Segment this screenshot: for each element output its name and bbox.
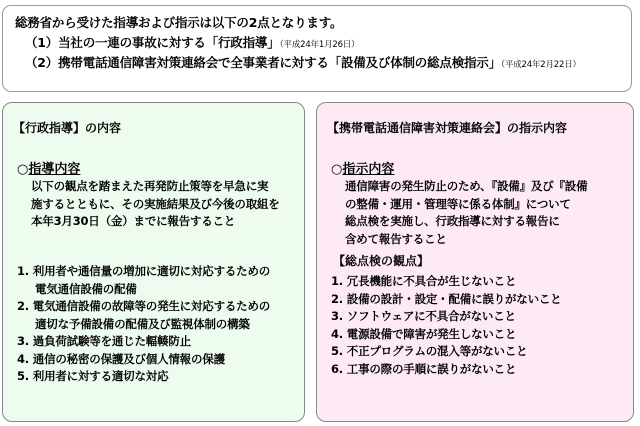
panel-paragraph bbox=[31, 178, 280, 231]
summary-item-1-date: （平成24年1月26日） bbox=[279, 40, 360, 50]
list-item: 4. 通信の秘密の保護及び個人情報の保護 bbox=[17, 351, 225, 366]
administrative-guidance-panel bbox=[2, 102, 305, 422]
paragraph-line: の整備・運用・管理等に係る体制』について bbox=[345, 196, 571, 211]
checkpoints-title: 【総点検の観点】 bbox=[333, 254, 430, 268]
liaison-instructions-panel bbox=[316, 102, 634, 422]
circle-mark: ○ bbox=[17, 162, 29, 177]
list-item: 2. 電気通信設備の故障等の発生に対応するための bbox=[17, 299, 271, 313]
checkpoints-list bbox=[331, 273, 561, 378]
list-item: 1. 利用者や通信量の増加に適切に対応するための bbox=[17, 264, 271, 278]
summary-item-1 bbox=[25, 33, 359, 51]
paragraph-line: 以下の観点を踏まえた再発防止策等を早急に実 bbox=[31, 179, 269, 193]
subheading-label: 指示内容 bbox=[342, 162, 395, 177]
paragraph-line: 含めて報告すること bbox=[345, 231, 447, 246]
summary-box bbox=[2, 5, 632, 92]
paragraph-line: 総点検を実施し、行政指導に対する報告に bbox=[345, 214, 560, 228]
panel-title: 【行政指導】の内容 bbox=[13, 121, 122, 135]
summary-item-1-text: （1）当社の一連の事故に対する「行政指導」 bbox=[25, 35, 280, 50]
panel-paragraph bbox=[345, 178, 587, 248]
list-item: 4. 電源設備で障害が発生しないこと bbox=[331, 326, 517, 341]
subheading-label: 指導内容 bbox=[28, 162, 81, 177]
panel-subheading bbox=[17, 158, 80, 177]
list-item-continuation: 電気通信設備の配備 bbox=[35, 281, 137, 296]
summary-item-2-date: （平成24年2月22日） bbox=[500, 60, 581, 70]
paragraph-line: 施するとともに、その実施結果及び今後の取組を bbox=[31, 196, 280, 211]
paragraph-line: 通信障害の発生防止のため、『設備』及び『設備 bbox=[345, 179, 588, 193]
guidance-list bbox=[17, 263, 270, 386]
panel-title: 【携帯電話通信障害対策連絡会】の指示内容 bbox=[327, 121, 568, 135]
list-item: 2. 設備の設計・設定・配備に誤りがないこと bbox=[331, 291, 562, 306]
list-item: 3. ソフトウェアに不具合がないこと bbox=[331, 309, 516, 323]
circle-mark: ○ bbox=[331, 162, 343, 177]
summary-item-2-text: （2）携帯電話通信障害対策連絡会で全事業者に対する「設備及び体制の総点検指示」 bbox=[25, 55, 501, 70]
list-item: 6. 工事の際の手順に誤りがないこと bbox=[331, 361, 517, 376]
list-item: 3. 過負荷試験等を通じた輻輳防止 bbox=[17, 334, 191, 348]
list-item-continuation: 適切な予備設備の配備及び監視体制の構築 bbox=[35, 316, 250, 331]
summary-intro: 総務省から受けた指導および指示は以下の2点となります。 bbox=[15, 15, 343, 30]
list-item: 5. 利用者に対する適切な対応 bbox=[17, 369, 169, 383]
list-item: 5. 不正プログラムの混入等がないこと bbox=[331, 344, 528, 358]
panel-subheading bbox=[331, 158, 394, 177]
list-item: 1. 冗長機能に不具合が生じないこと bbox=[331, 274, 517, 288]
summary-item-2 bbox=[25, 53, 581, 71]
paragraph-line: 本年3月30日（金）までに報告すること bbox=[31, 214, 236, 228]
